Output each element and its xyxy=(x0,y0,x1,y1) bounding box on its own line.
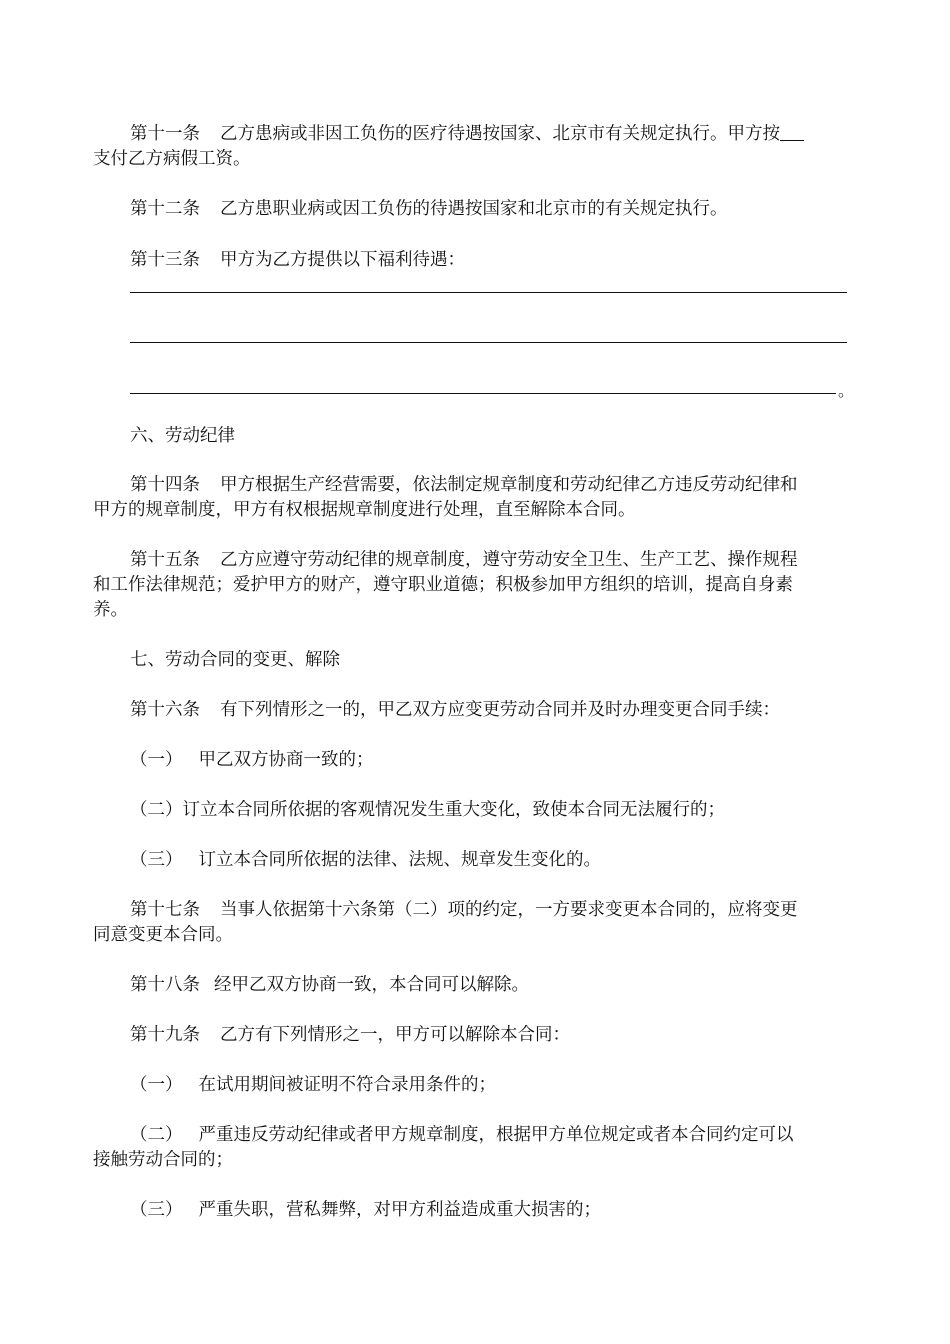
article-19-text: 乙方有下列情形之一，甲方可以解除本合同： xyxy=(220,1025,570,1045)
article-19 xyxy=(93,1023,858,1048)
section-7-heading: 七、劳动合同的变更、解除 xyxy=(130,650,340,670)
article-15-text: 乙方应遵守劳动纪律的规章制度，遵守劳动安全卫生、生产工艺、操作规程 xyxy=(220,550,798,570)
item-number: （一） xyxy=(130,750,183,770)
item-number: （三） xyxy=(130,850,183,870)
item-text: 严重违反劳动纪律或者甲方规章制度，根据甲方单位规定或者本合同约定可以 xyxy=(198,1125,794,1145)
article-19-item-2 xyxy=(93,1123,858,1148)
article-18 xyxy=(93,973,858,998)
item-number: （二） xyxy=(130,1125,183,1145)
section-6-heading: 六、劳动纪律 xyxy=(130,426,235,446)
article-11 xyxy=(93,122,858,147)
article-13-end-mark: 。 xyxy=(838,381,855,400)
fill-line-2 xyxy=(130,342,847,343)
item-text: 甲乙双方协商一致的； xyxy=(198,750,374,770)
article-16 xyxy=(93,698,858,723)
article-14 xyxy=(93,473,858,498)
article-19-item-2-continued: 接触劳动合同的； xyxy=(93,1150,233,1170)
article-18-heading: 第十八条 xyxy=(130,975,200,995)
article-17-continued: 同意变更本合同。 xyxy=(93,925,233,945)
article-16-item-1 xyxy=(93,748,858,773)
article-13-heading: 第十三条 xyxy=(130,250,200,270)
article-18-text: 经甲乙双方协商一致，本合同可以解除。 xyxy=(214,975,529,995)
article-11-heading: 第十一条 xyxy=(130,124,200,144)
article-14-continued: 甲方的规章制度，甲方有权根据规章制度进行处理，直至解除本合同。 xyxy=(93,500,636,520)
article-16-heading: 第十六条 xyxy=(130,700,200,720)
item-number: （二） xyxy=(130,800,183,820)
article-16-item-2 xyxy=(93,798,858,823)
item-text: 在试用期间被证明不符合录用条件的； xyxy=(198,1075,496,1095)
article-11-text: 乙方患病或非因工负伤的医疗待遇按国家、北京市有关规定执行。甲方按 xyxy=(220,124,780,144)
article-13-text: 甲方为乙方提供以下福利待遇： xyxy=(220,250,465,270)
article-19-heading: 第十九条 xyxy=(130,1025,200,1045)
article-12 xyxy=(93,197,858,222)
item-text: 订立本合同所依据的客观情况发生重大变化，致使本合同无法履行的； xyxy=(182,800,725,820)
fill-line-3 xyxy=(130,393,836,394)
article-17-heading: 第十七条 xyxy=(130,900,200,920)
article-11-continued-text: 支付乙方病假工资。 xyxy=(93,149,251,169)
article-14-text: 甲方根据生产经营需要，依法制定规章制度和劳动纪律乙方违反劳动纪律和 xyxy=(220,475,798,495)
article-12-text: 乙方患职业病或因工负伤的待遇按国家和北京市的有关规定执行。 xyxy=(220,199,728,219)
article-14-heading: 第十四条 xyxy=(130,475,200,495)
article-17-text: 当事人依据第十六条第（二）项的约定，一方要求变更本合同的，应将变更 xyxy=(220,900,798,920)
article-16-text: 有下列情形之一的，甲乙双方应变更劳动合同并及时办理变更合同手续： xyxy=(220,700,780,720)
article-19-item-3 xyxy=(93,1198,858,1223)
item-text: 订立本合同所依据的法律、法规、规章发生变化的。 xyxy=(198,850,601,870)
fill-line-1 xyxy=(130,292,847,293)
article-17 xyxy=(93,898,858,923)
article-13 xyxy=(93,248,858,273)
blank-underline xyxy=(780,122,804,141)
item-number: （三） xyxy=(130,1200,183,1220)
article-15-continued-2: 养。 xyxy=(93,600,128,620)
article-11-continued xyxy=(93,147,858,172)
article-16-item-3 xyxy=(93,848,858,873)
item-text: 严重失职，营私舞弊，对甲方利益造成重大损害的； xyxy=(198,1200,601,1220)
item-number: （一） xyxy=(130,1075,183,1095)
article-15-heading: 第十五条 xyxy=(130,550,200,570)
article-15-continued-1: 和工作法律规范；爱护甲方的财产，遵守职业道德；积极参加甲方组织的培训，提高自身素 xyxy=(93,575,793,595)
article-15 xyxy=(93,548,858,573)
article-12-heading: 第十二条 xyxy=(130,199,200,219)
article-19-item-1 xyxy=(93,1073,858,1098)
